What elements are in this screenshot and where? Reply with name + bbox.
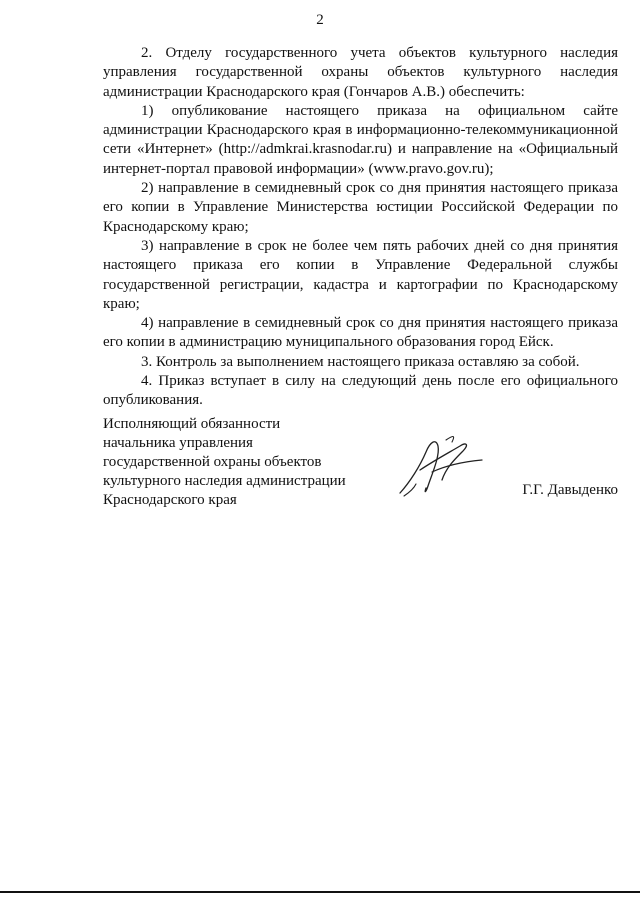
signatory-title-line: Краснодарского края <box>103 492 237 508</box>
paragraph-item-2: 2. Отделу государственного учета объектов культурного наследия управления государственной охраны объектов культурного наследия администрации Краснодарского края (Гончаров А.В.) обеспечить: <box>103 45 618 100</box>
document-body <box>103 44 618 411</box>
signatory-title-line: государственной охраны объектов <box>103 454 322 470</box>
paragraph-subitem-3: 3) направление в срок не более чем пять рабочих дней со дня принятия настоящего приказа его копии в Управление Федеральной службы государственной регистрации, кадастра и картографии по Краснодарскому краю; <box>103 237 618 312</box>
paragraph-subitem-4: 4) направление в семидневный срок со дня принятия настоящего приказа его копии в администрацию муниципального образования город Ейск. <box>103 315 618 351</box>
handwritten-signature-icon <box>390 430 490 500</box>
page-number: 2 <box>316 12 324 28</box>
signatory-name: Г.Г. Давыденко <box>522 482 618 498</box>
paragraph-subitem-1: 1) опубликование настоящего приказа на официальном сайте администрации Краснодарского края в информационно-телекоммуникационной сети «Интернет» (http://admkrai.krasnodar.ru) и направление на «Официальный интернет-портал правовой информации» (www.pravo.gov.ru); <box>103 102 618 177</box>
paragraph-item-4: 4. Приказ вступает в силу на следующий день после его официального опубликования. <box>103 373 618 409</box>
paragraph-item-3: 3. Контроль за выполнением настоящего приказа оставляю за собой. <box>141 353 580 370</box>
signatory-title-line: Исполняющий обязанности <box>103 416 281 432</box>
footer-divider <box>0 891 640 893</box>
paragraph-subitem-2: 2) направление в семидневный срок со дня принятия настоящего приказа его копии в Управление Министерства юстиции Российской Федерации по Краснодарскому краю; <box>103 180 618 235</box>
signatory-title <box>103 415 393 510</box>
signatory-title-line: культурного наследия администрации <box>103 473 346 489</box>
signature-block <box>103 415 618 508</box>
signatory-title-line: начальника управления <box>103 435 253 451</box>
